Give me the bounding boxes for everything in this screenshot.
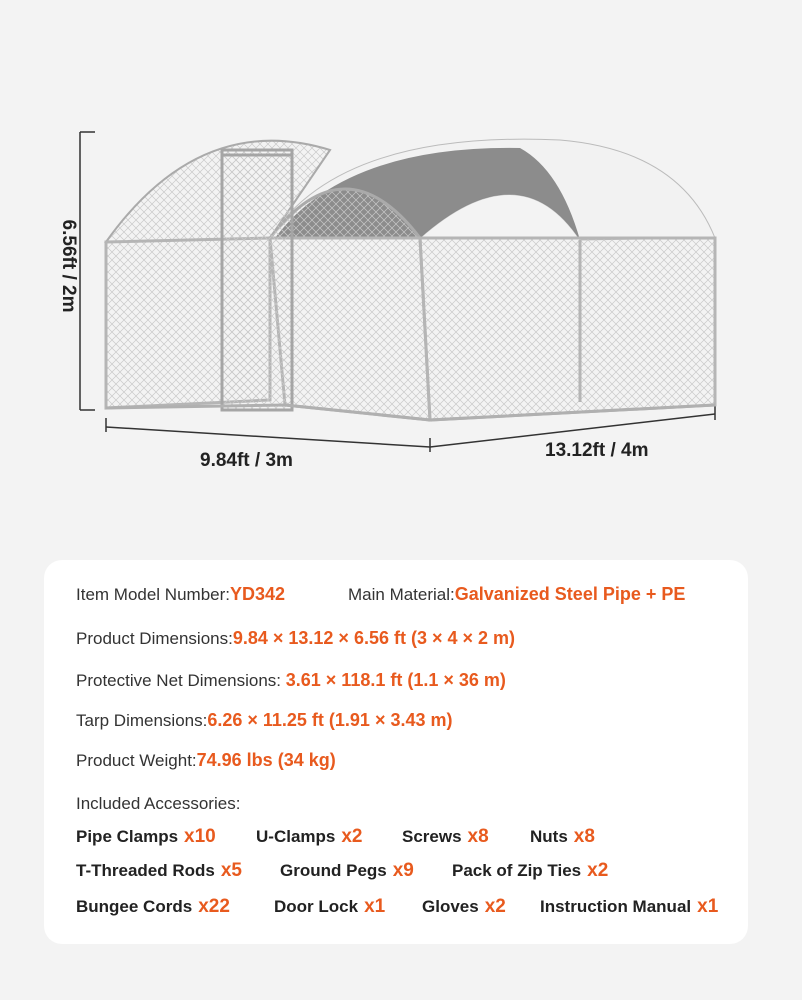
depth-dimension-label: 13.12ft / 4m	[545, 440, 649, 461]
accessory-item: Instruction Manual x1	[540, 896, 719, 917]
accessory-item: Pack of Zip Ties x2	[452, 860, 609, 881]
net-dimensions-label: Protective Net Dimensions:	[76, 671, 286, 690]
accessory-item: T-Threaded Rods x5	[76, 860, 242, 881]
model-number-label: Item Model Number:	[76, 585, 230, 604]
weight-label: Product Weight:	[76, 751, 197, 770]
material-row	[348, 584, 685, 605]
height-dimension-line	[80, 132, 95, 410]
product-dimensions-value: 9.84 × 13.12 × 6.56 ft (3 × 4 × 2 m)	[232, 628, 516, 648]
accessory-item: Door Lock x1	[274, 896, 386, 917]
width-dimension-line	[106, 418, 430, 452]
tarp-dimensions-value: 6.26 × 11.25 ft (1.91 × 3.43 m)	[207, 710, 453, 730]
width-dimension-label: 9.84ft / 3m	[200, 450, 293, 471]
net-dimensions-value: 3.61 × 118.1 ft (1.1 × 36 m)	[285, 670, 506, 690]
accessory-item: Screws x8	[402, 826, 489, 847]
spec-card	[44, 560, 748, 944]
accessory-item: Pipe Clamps x10	[76, 826, 216, 847]
tarp-dimensions-row	[76, 710, 453, 731]
net-dimensions-row	[76, 670, 506, 691]
accessory-item: U-Clamps x2	[256, 826, 363, 847]
accessory-item: Gloves x2	[422, 896, 506, 917]
height-dimension-label: 6.56ft / 2m	[58, 219, 79, 313]
accessory-item: Bungee Cords x22	[76, 896, 230, 917]
material-label: Main Material:	[348, 585, 455, 604]
accessory-item: Ground Pegs x9	[280, 860, 414, 881]
door	[222, 150, 292, 410]
accessory-item: Nuts x8	[530, 826, 595, 847]
model-number-value: YD342	[230, 584, 286, 604]
front-wall	[270, 238, 430, 420]
product-dimensions-row	[76, 628, 515, 649]
weight-row	[76, 750, 336, 771]
accessories-heading: Included Accessories:	[76, 794, 241, 813]
right-wall	[420, 238, 715, 420]
weight-value: 74.96 lbs (34 kg)	[196, 750, 336, 770]
tarp-dimensions-label: Tarp Dimensions:	[76, 711, 208, 730]
product-dimensions-label: Product Dimensions:	[76, 629, 233, 648]
material-value: Galvanized Steel Pipe + PE	[454, 584, 686, 604]
model-number-row	[76, 584, 285, 605]
